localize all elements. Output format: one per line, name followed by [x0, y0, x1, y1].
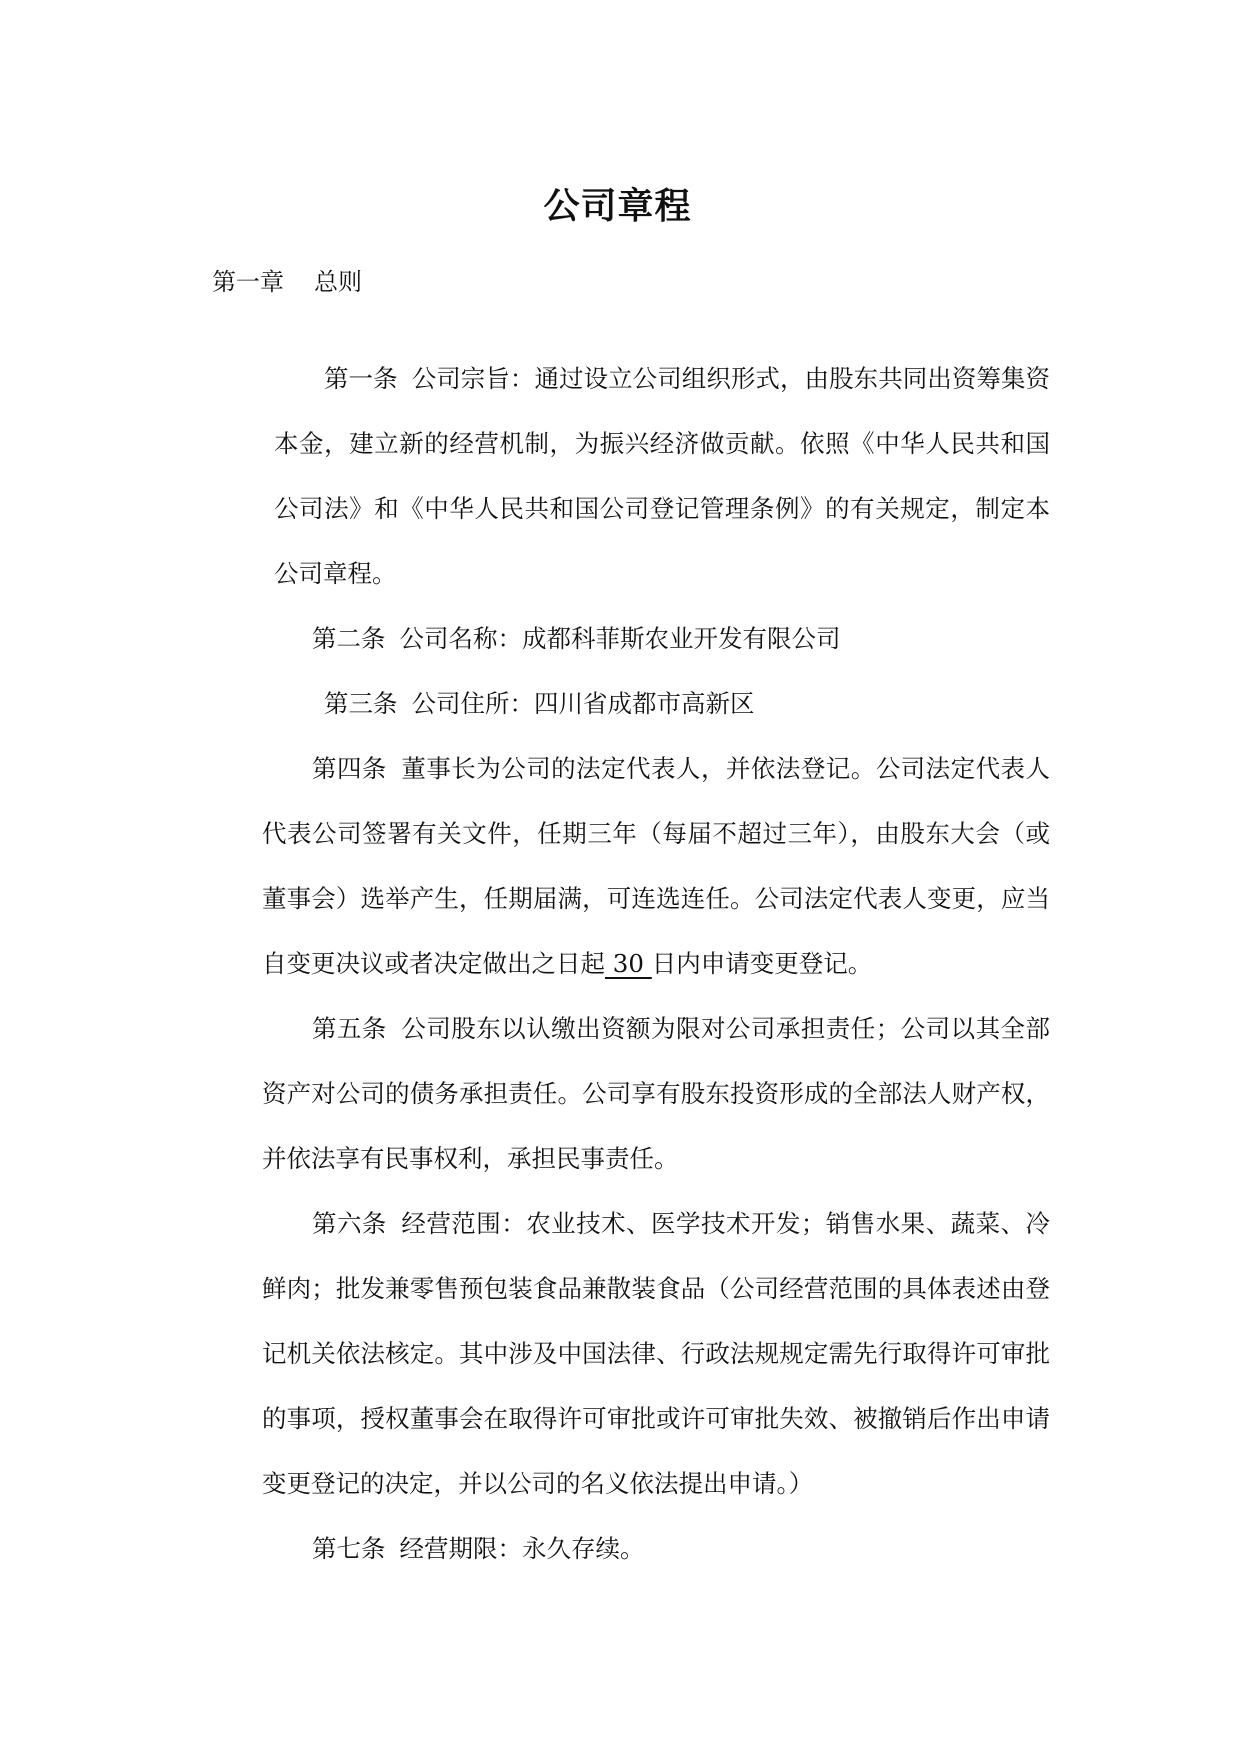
- article-4-text-end: 日内申请变更登记。: [651, 949, 873, 978]
- document-title: 公司章程: [543, 185, 692, 227]
- article-5-head: 第五条: [312, 1014, 387, 1043]
- article-2-head: 第二条: [312, 624, 386, 653]
- article-7-text: 经营期限：永久存续。: [399, 1534, 645, 1563]
- article-4: [262, 736, 1050, 996]
- article-1: [274, 346, 1050, 606]
- article-3-head: 第三条: [324, 689, 398, 718]
- article-1-text: 公司宗旨：通过设立公司组织形式，由股东共同出资筹集资本金，建立新的经营机制，为振兴经济做贡献。依照《中华人民共和国公司法》和《中华人民共和国公司登记管理条例》的有关规定，制定本公司章程。: [274, 364, 1050, 588]
- article-4-head: 第四条: [312, 754, 387, 783]
- article-6-text: 经营范围：农业技术、医学技术开发；销售水果、蔬菜、冷鲜肉；批发兼零售预包装食品兼散装食品（公司经营范围的具体表述由登记机关依法核定。其中涉及中国法律、行政法规规定需先行取得许可审批的事项，授权董事会在取得许可审批或许可审批失效、被撤销后作出申请变更登记的决定，并以公司的名义依法提出申请。）: [262, 1209, 1051, 1498]
- article-4-days: 30: [605, 949, 652, 978]
- article-2: [312, 606, 1072, 671]
- article-7: [312, 1516, 1072, 1581]
- article-3-text: 公司住所：四川省成都市高新区: [411, 689, 755, 718]
- article-5: [262, 996, 1050, 1191]
- article-2-text: 公司名称：成都科菲斯农业开发有限公司: [399, 624, 841, 653]
- chapter-number: 第一章: [212, 268, 284, 296]
- article-6: [262, 1191, 1050, 1516]
- article-1-head: 第一条: [324, 364, 398, 393]
- article-7-head: 第七条: [312, 1534, 386, 1563]
- article-6-head: 第六条: [312, 1209, 387, 1238]
- chapter-heading: [212, 262, 362, 302]
- article-5-text: 公司股东以认缴出资额为限对公司承担责任；公司以其全部资产对公司的债务承担责任。公司享有股东投资形成的全部法人财产权，并依法享有民事权利，承担民事责任。: [262, 1014, 1051, 1173]
- article-3: [324, 671, 1064, 736]
- article-4-text: 董事长为公司的法定代表人，并依法登记。公司法定代表人代表公司签署有关文件，任期三年（每届不超过三年），由股东大会（或董事会）选举产生，任期届满，可连选连任。公司法定代表人变更，应当自变更决议或者决定做出之日起: [262, 754, 1051, 978]
- chapter-name: 总则: [314, 268, 362, 296]
